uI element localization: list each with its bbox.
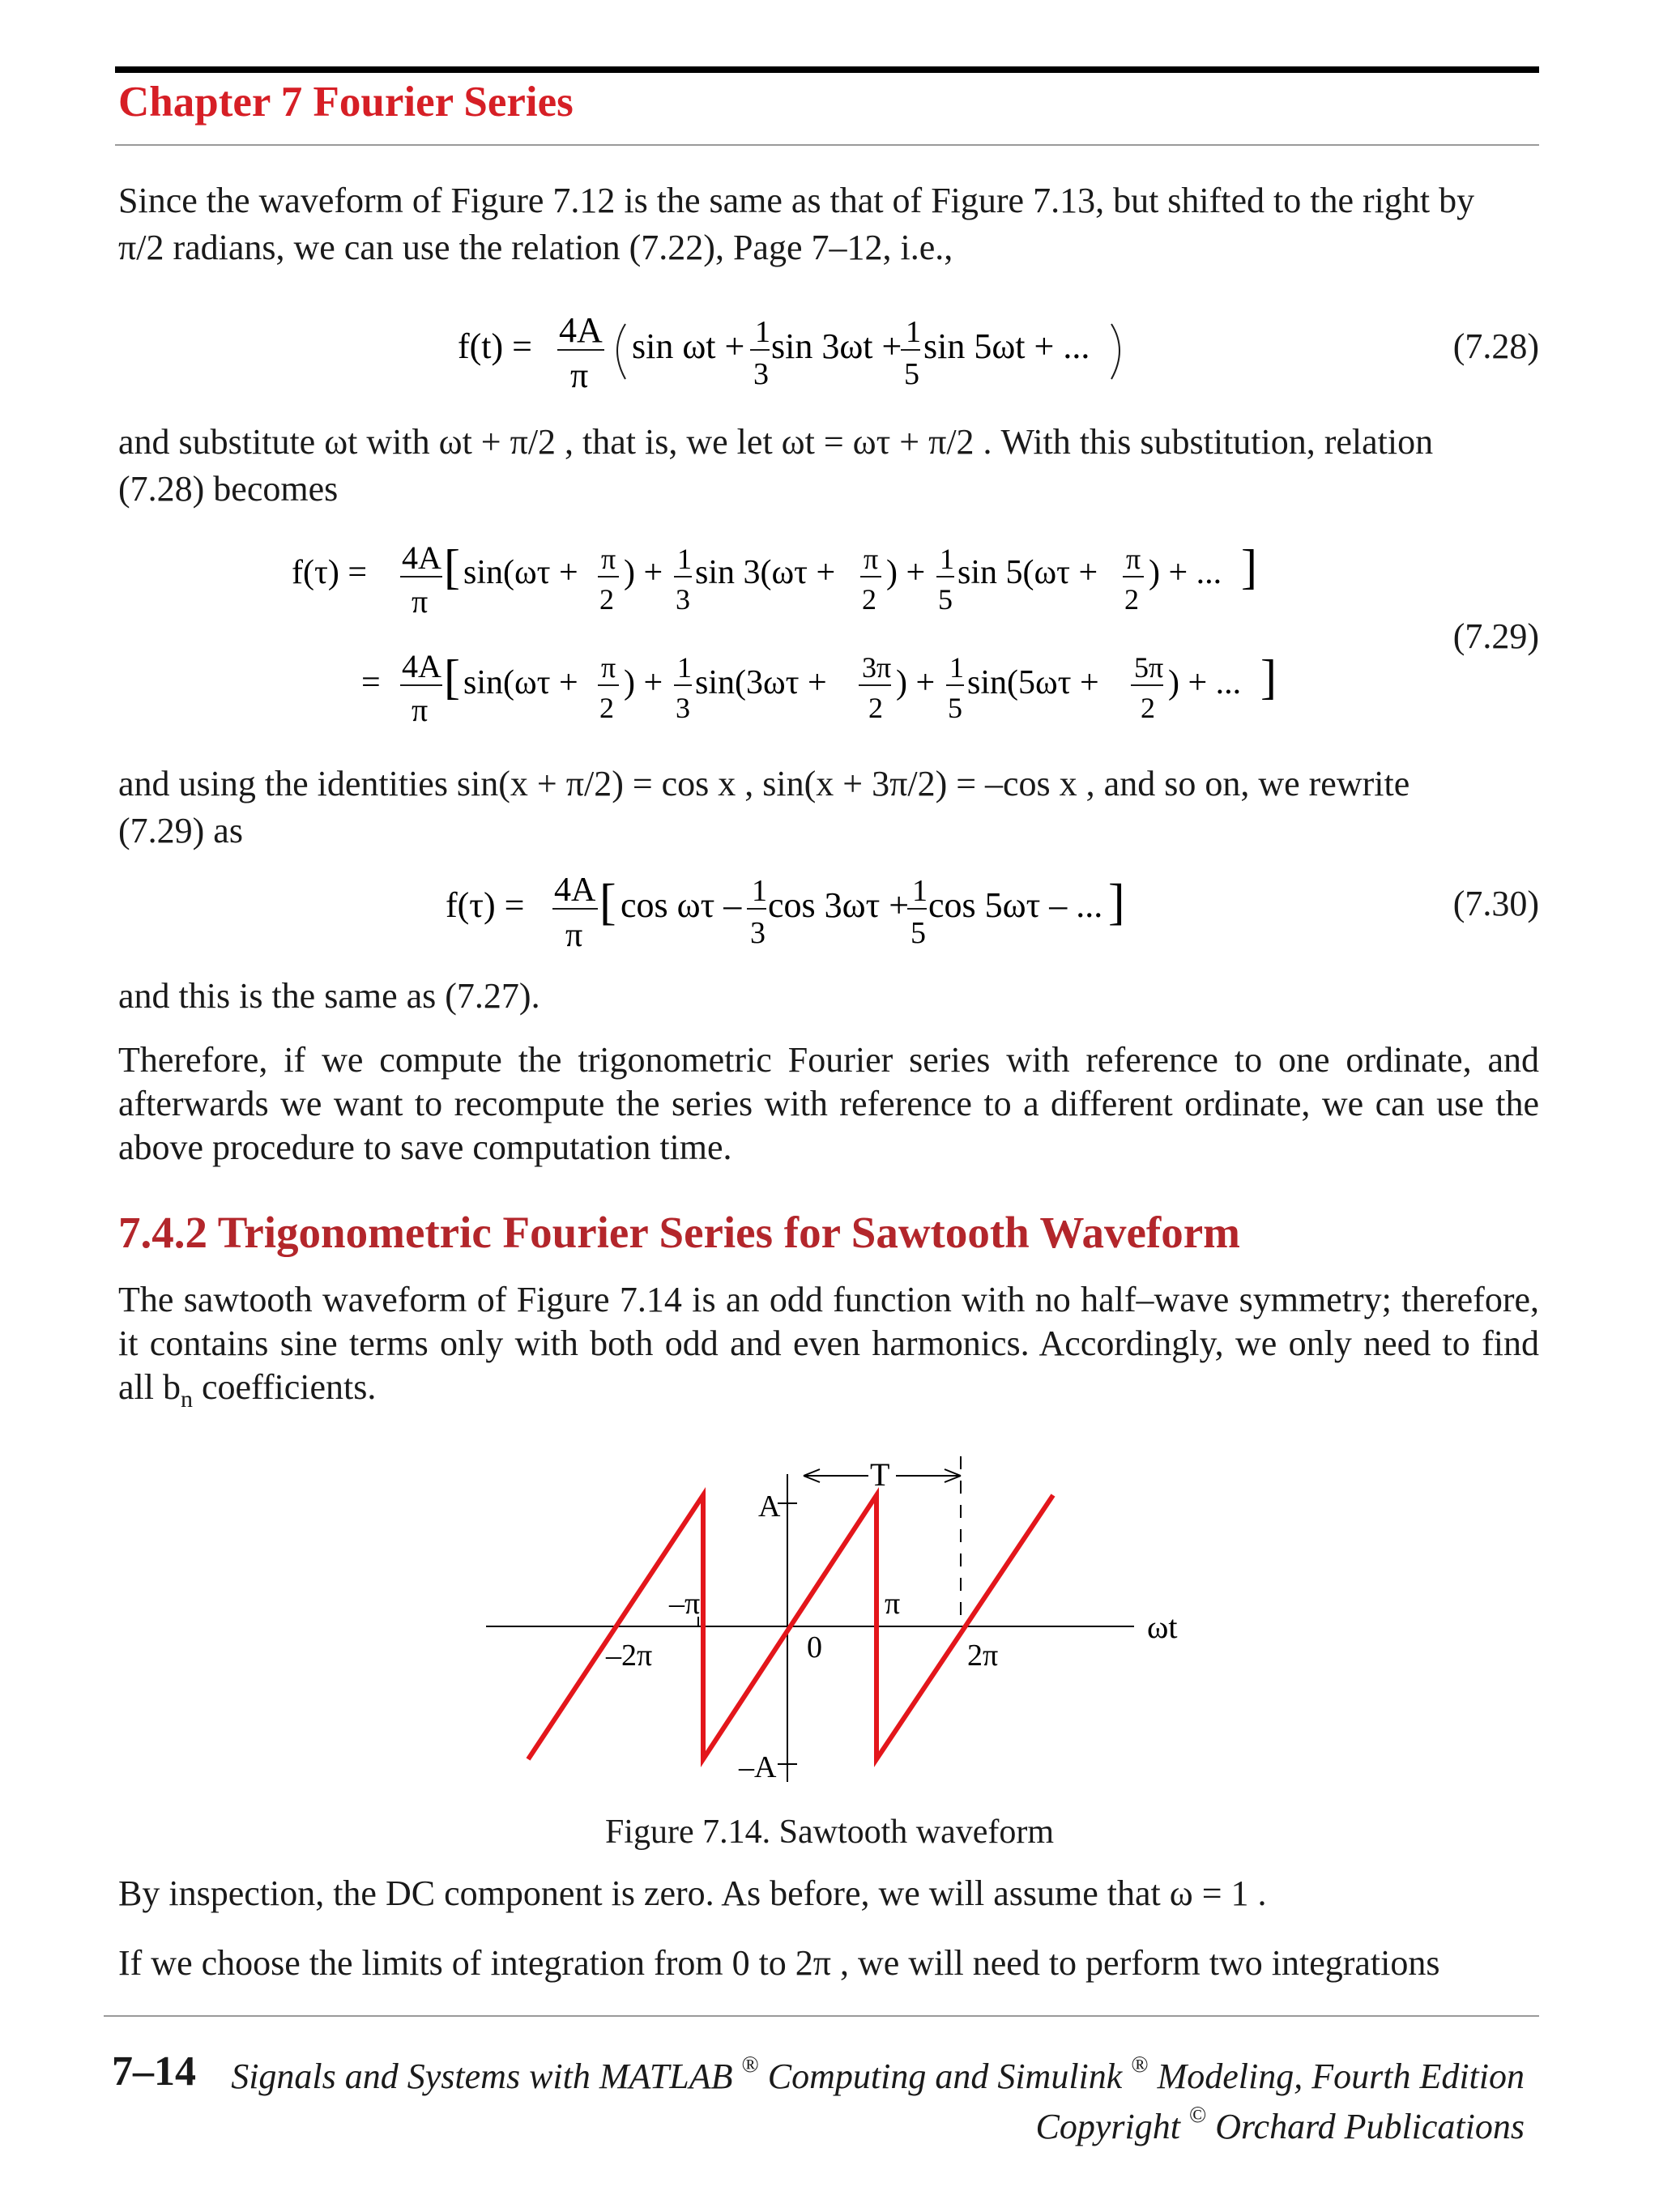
para1-line1: Since the waveform of Figure 7.12 is the same as that of Figure 7.13, but shifted to the right by <box>118 181 1475 220</box>
svg-text:2: 2 <box>1141 692 1155 724</box>
eq728-t1-den: 3 <box>753 357 769 391</box>
equation-7-28 <box>437 300 1166 397</box>
top-rule <box>115 66 1539 73</box>
eq728-t1: sin 3ωt + <box>771 326 902 366</box>
page-number: 7–14 <box>112 2048 196 2095</box>
eq728-t2-den: 5 <box>904 357 919 391</box>
svg-text:3: 3 <box>676 692 690 724</box>
copyright-word: Copyright <box>1035 2107 1180 2146</box>
label-negA: –A <box>739 1750 777 1784</box>
eq728-t1-num: 1 <box>755 315 770 349</box>
equation-7-30 <box>437 859 1166 956</box>
svg-text:4A: 4A <box>402 539 441 576</box>
para7: By inspection, the DC component is zero. As before, we will assume that ω = 1 . <box>118 1873 1267 1913</box>
registered-mark-1: ® <box>741 2052 759 2078</box>
svg-text:sin(3ωτ +: sin(3ωτ + <box>695 664 827 701</box>
para3-line2: (7.29) as <box>118 811 243 850</box>
svg-text:π: π <box>412 583 429 620</box>
svg-text:2: 2 <box>868 692 883 724</box>
para8: If we choose the limits of integration from 0 to 2π , we will need to perform two integrations <box>118 1943 1440 1983</box>
label-neg2pi: –2π <box>606 1639 653 1673</box>
book-title-a: Signals and Systems with MATLAB <box>231 2056 733 2096</box>
svg-text:1: 1 <box>752 874 767 908</box>
svg-text:sin(ωτ +: sin(ωτ + <box>463 664 578 701</box>
svg-text:1: 1 <box>940 543 954 575</box>
para6 <box>118 1278 1539 1421</box>
para4: and this is the same as (7.27). <box>118 976 540 1016</box>
svg-text:) +: ) + <box>624 664 663 701</box>
svg-text:sin(ωτ +: sin(ωτ + <box>463 554 578 591</box>
eq730-body: cos ωτ – <box>621 885 742 925</box>
svg-text:π: π <box>864 543 879 575</box>
section-heading: 7.4.2 Trigonometric Fourier Series for Sawtooth Waveform <box>118 1208 1240 1257</box>
eq728-body: sin ωt + <box>632 326 745 366</box>
svg-text:1: 1 <box>677 543 692 575</box>
label-2pi: 2π <box>967 1639 999 1673</box>
svg-text:π: π <box>1126 543 1141 575</box>
eq730-lhs: f(τ) = <box>446 885 525 925</box>
equation-7-29 <box>284 535 1337 729</box>
svg-text:2: 2 <box>599 692 614 724</box>
eq728-coef-num: 4A <box>559 310 603 350</box>
svg-text:3π: 3π <box>862 651 892 684</box>
svg-text:sin 5(ωτ +: sin 5(ωτ + <box>957 554 1098 591</box>
svg-text:sin 3(ωτ +: sin 3(ωτ + <box>695 554 836 591</box>
svg-text:π: π <box>601 543 616 575</box>
para3-line1: and using the identities sin(x + π/2) = cos x , sin(x + 3π/2) = –cos x , and so on, we rewrite <box>118 764 1410 803</box>
svg-text:1: 1 <box>912 874 928 908</box>
svg-text:π: π <box>601 651 616 684</box>
book-title-b: Computing and Simulink <box>758 2056 1123 2096</box>
svg-text:[: [ <box>444 540 460 594</box>
svg-text:3: 3 <box>750 916 766 950</box>
para6-end: coefficients. <box>192 1367 377 1407</box>
copyright-symbol: © <box>1189 2103 1207 2128</box>
sawtooth-figure <box>454 1442 1231 1798</box>
svg-text:4A: 4A <box>554 872 596 909</box>
eq730-number: (7.30) <box>1452 884 1539 923</box>
svg-text:2: 2 <box>1124 583 1139 616</box>
svg-text:3: 3 <box>676 583 690 616</box>
publisher: Orchard Publications <box>1206 2107 1525 2146</box>
label-negpi: –π <box>669 1587 701 1621</box>
svg-text:5π: 5π <box>1134 651 1164 684</box>
eq729-number: (7.29) <box>1452 616 1539 656</box>
svg-text:1: 1 <box>677 651 692 684</box>
label-pi: π <box>885 1587 901 1621</box>
svg-text:) +: ) + <box>896 664 936 701</box>
svg-text:4A: 4A <box>402 648 441 684</box>
footer-divider <box>104 2015 1539 2017</box>
svg-text:f(τ) =: f(τ) = <box>292 554 368 591</box>
svg-text:]: ] <box>1260 650 1277 704</box>
para2-line1: and substitute ωt with ωt + π/2 , that is, we let ωt = ωτ + π/2 . With this substitution, relation <box>118 422 1434 462</box>
svg-text:=: = <box>361 664 381 701</box>
registered-mark-2: ® <box>1131 2052 1149 2078</box>
svg-text:) +: ) + <box>886 554 926 591</box>
para5: Therefore, if we compute the trigonometric Fourier series with reference to one ordinate, and afterwards we want to recompute the series with reference to a different ordinate, we can use the above procedure to save computation time. <box>118 1040 1539 1167</box>
para1-line2: π/2 radians, we can use the relation (7.22), Page 7–12, i.e., <box>118 228 953 267</box>
eq728-t2: sin 5ωt + ... <box>923 326 1090 366</box>
svg-text:π: π <box>412 692 429 728</box>
eq730-t1: cos 3ωτ + <box>768 885 910 925</box>
eq728-number: (7.28) <box>1452 326 1539 366</box>
svg-text:) +: ) + <box>624 554 663 591</box>
svg-text:1: 1 <box>949 651 964 684</box>
eq728-coef-den: π <box>570 356 589 395</box>
svg-text:[: [ <box>599 875 616 930</box>
book-title-c: Modeling, Fourth Edition <box>1148 2056 1525 2096</box>
label-axis: ωt <box>1147 1609 1178 1645</box>
eq730-t2: cos 5ωτ – ... <box>928 885 1103 925</box>
label-A: A <box>758 1490 781 1524</box>
eq728-right-paren <box>1111 324 1120 379</box>
svg-text:]: ] <box>1241 540 1257 594</box>
svg-text:) + ...: ) + ... <box>1149 554 1222 591</box>
svg-text:5: 5 <box>938 583 953 616</box>
svg-text:5: 5 <box>911 916 926 950</box>
copyright-line <box>1036 2103 1525 2147</box>
label-zero: 0 <box>807 1630 822 1664</box>
svg-text:5: 5 <box>948 692 962 724</box>
svg-text:) + ...: ) + ... <box>1168 664 1242 701</box>
figure-caption: Figure 7.14. Sawtooth waveform <box>604 1813 1055 1851</box>
eq728-lhs: f(t) = <box>458 326 532 366</box>
svg-text:π: π <box>565 917 583 954</box>
header-divider <box>115 144 1539 146</box>
eq728-t2-num: 1 <box>906 315 921 349</box>
para2-line2: (7.28) becomes <box>118 469 339 509</box>
svg-text:2: 2 <box>862 583 876 616</box>
eq728-left-paren <box>617 324 625 379</box>
label-T: T <box>870 1456 890 1493</box>
para6-text: The sawtooth waveform of Figure 7.14 is an odd function with no half–wave symmetry; therefore, it contains sine terms only with both odd and even harmonics. Accordingly, we only need to find all <box>118 1280 1539 1407</box>
chapter-title: Chapter 7 Fourier Series <box>118 79 574 126</box>
svg-text:sin(5ωτ +: sin(5ωτ + <box>967 664 1099 701</box>
svg-text:2: 2 <box>599 583 614 616</box>
para6-b: b <box>162 1367 181 1407</box>
book-title <box>231 2052 1525 2097</box>
svg-text:]: ] <box>1108 875 1125 930</box>
para6-n: n <box>180 1386 193 1413</box>
svg-text:[: [ <box>444 650 460 704</box>
